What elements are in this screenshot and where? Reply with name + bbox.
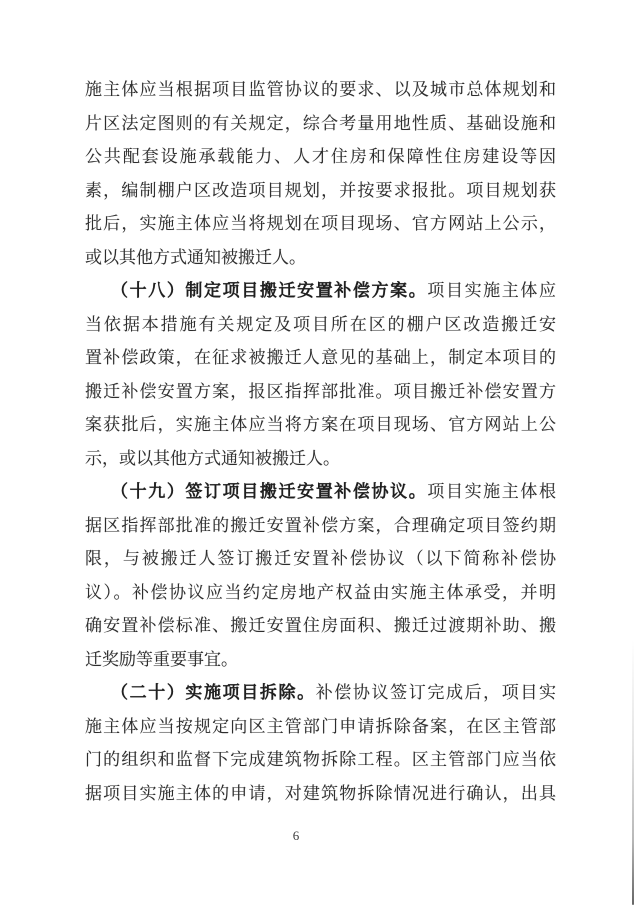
text-line <box>85 73 556 107</box>
text-run: 片区法定图则的有关规定，综合考量用地性质、基础设施和 <box>85 113 556 133</box>
text-line <box>85 207 556 241</box>
text-line <box>85 542 556 576</box>
text-run: 门的组织和监督下完成建筑物拆除工程。区主管部门应当依 <box>85 750 556 769</box>
text-line <box>85 676 556 710</box>
text-run: 示，或以其他方式通知被搬迁人。 <box>85 448 340 468</box>
paragraph-heading: （十八）制定项目搬迁安置补偿方案。 <box>111 281 428 300</box>
scan-line-artifact <box>632 640 634 905</box>
text-run: 置补偿政策，在征求被搬迁人意见的基础上，制定本项目的 <box>85 348 556 367</box>
text-line <box>85 341 556 375</box>
text-line <box>85 777 556 811</box>
text-line <box>85 308 556 342</box>
text-line <box>85 743 556 777</box>
text-line <box>85 609 556 643</box>
text-line <box>85 274 556 308</box>
paragraph-heading: （十九）签订项目搬迁安置补偿协议。 <box>111 482 428 501</box>
text-line <box>85 408 556 442</box>
text-run: 素，编制棚户区改造项目规划，并按要求报批。项目规划获 <box>85 180 556 200</box>
text-run: 或以其他方式通知被搬迁人。 <box>85 247 306 267</box>
text-line <box>85 174 556 208</box>
text-line <box>85 140 556 174</box>
text-line <box>85 576 556 610</box>
text-run: 案获批后，实施主体应当将方案在项目现场、官方网站上公 <box>85 415 556 434</box>
text-run: 限，与被搬迁人签订搬迁安置补偿协议（以下简称补偿协 <box>85 549 556 568</box>
text-line <box>85 509 556 543</box>
text-run: 施主体应当按规定向区主管部门申请拆除备案，在区主管部 <box>85 716 556 736</box>
paragraph-heading: （二十）实施项目拆除。 <box>111 683 316 702</box>
text-run: 补偿协议签订完成后，项目实 <box>315 683 557 702</box>
text-line <box>85 375 556 409</box>
text-run: 迁奖励等重要事宜。 <box>85 649 238 669</box>
text-line <box>85 241 556 275</box>
text-run: 项目实施主体根 <box>427 482 557 501</box>
text-run: 议）。补偿协议应当约定房地产权益由实施主体承受，并明 <box>85 582 556 602</box>
text-run: 项目实施主体应 <box>427 281 557 300</box>
text-run: 确安置补偿标准、搬迁安置住房面积、搬迁过渡期补助、搬 <box>85 616 556 635</box>
document-body <box>85 73 556 810</box>
text-line <box>85 442 556 476</box>
text-run: 批后，实施主体应当将规划在项目现场、官方网站上公示， <box>85 214 556 233</box>
text-line <box>85 710 556 744</box>
text-run: 公共配套设施承载能力、人才住房和保障性住房建设等因 <box>85 147 556 166</box>
text-run: 据项目实施主体的申请，对建筑物拆除情况进行确认，出具 <box>85 783 556 803</box>
text-run: 当依据本措施有关规定及项目所在区的棚户区改造搬迁安 <box>85 314 556 334</box>
text-run: 搬迁补偿安置方案，报区指挥部批准。项目搬迁补偿安置方 <box>85 381 556 401</box>
text-run: 据区指挥部批准的搬迁安置补偿方案，合理确定项目签约期 <box>85 515 556 535</box>
text-line <box>85 643 556 677</box>
text-line <box>85 107 556 141</box>
text-line <box>85 475 556 509</box>
page-number: 6 <box>292 828 300 843</box>
text-run: 施主体应当根据项目监管协议的要求、以及城市总体规划和 <box>85 80 556 99</box>
